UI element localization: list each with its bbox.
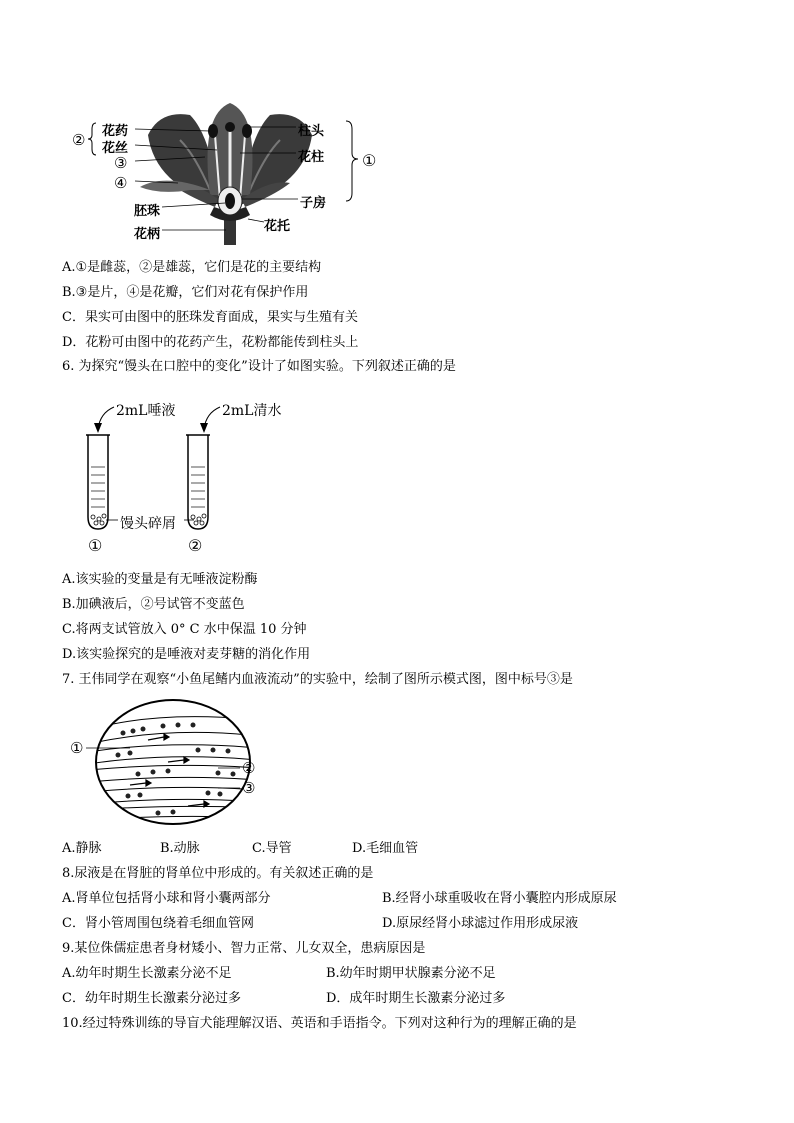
label-bread-crumbs: 馒头碎屑: [120, 516, 176, 532]
q7-option-a: A.静脉: [62, 841, 102, 856]
label-vessel-3: ③: [242, 779, 256, 797]
q6-option-c: C.将两支试管放入 0° C 水中保温 10 分钟: [62, 622, 307, 637]
label-ovary: 子房: [300, 196, 327, 211]
label-style: 花柱: [298, 150, 325, 165]
q8-option-b: B.经肾小球重吸收在肾小囊腔内形成原尿: [382, 891, 617, 906]
q5-option-a: A.①是雌蕊，②是雄蕊，它们是花的主要结构: [62, 260, 322, 275]
label-vessel-1: ①: [70, 739, 84, 757]
flower-diagram: [60, 95, 380, 245]
q5-option-c: C．果实可由图中的胚珠发育面成，果实与生殖有关: [62, 310, 358, 325]
label-tube-1: ①: [88, 536, 103, 555]
label-water: 2mL清水: [222, 403, 282, 419]
q5-option-b: B.③是片，④是花瓣，它们对花有保护作用: [62, 285, 309, 300]
q8-option-a: A.肾单位包括肾小球和肾小囊两部分: [62, 891, 271, 906]
q6-option-a: A.该实验的变量是有无唾液淀粉酶: [62, 572, 258, 587]
q9-stem: 9.某位侏儒症患者身材矮小、智力正常、儿女双全，患病原因是: [62, 941, 426, 956]
q8-option-d: D.原尿经肾小球滤过作用形成尿液: [382, 916, 579, 931]
q10-stem: 10.经过特殊训练的导盲犬能理解汉语、英语和手语指令。下列对这种行为的理解正确的是: [62, 1016, 577, 1031]
q7-option-b: B.动脉: [160, 841, 200, 856]
label-pedicel: 花柄: [134, 227, 161, 242]
label-circle-4: ④: [114, 174, 128, 192]
q5-option-d: D．花粉可由图中的花药产生，花粉都能传到柱头上: [62, 335, 359, 350]
label-anther: 花药: [102, 124, 129, 139]
q7-option-c: C.导管: [252, 841, 292, 856]
q8-stem: 8.尿液是在肾脏的肾单位中形成的。有关叙述正确的是: [62, 866, 374, 881]
label-receptacle: 花托: [264, 219, 291, 234]
label-filament: 花丝: [102, 141, 129, 156]
q9-option-a: A.幼年时期生长激素分泌不足: [62, 966, 232, 981]
q6-stem: 6. 为探究“馒头在口腔中的变化”设计了如图实验。下列叙述正确的是: [62, 359, 456, 374]
q7-option-d: D.毛细血管: [352, 841, 419, 856]
label-ovule: 胚珠: [134, 204, 161, 219]
q6-option-b: B.加碘液后，②号试管不变蓝色: [62, 597, 245, 612]
q9-option-d: D．成年时期生长激素分泌过多: [326, 991, 506, 1006]
q7-stem: 7. 王伟同学在观察“小鱼尾鳍内血液流动”的实验中，绘制了图所示模式图，图中标号③是: [62, 672, 573, 687]
q6-option-d: D.该实验探究的是唾液对麦芽糖的消化作用: [62, 647, 311, 662]
label-circle-3: ③: [114, 154, 128, 172]
q9-option-b: B.幼年时期甲状腺素分泌不足: [326, 966, 496, 981]
label-saliva: 2mL唾液: [116, 403, 176, 419]
fish-tail-blood-flow-diagram: [68, 700, 268, 830]
label-circle-1: ①: [362, 151, 377, 170]
q9-option-c: C．幼年时期生长激素分泌过多: [62, 991, 241, 1006]
label-circle-2: ②: [72, 131, 86, 149]
label-tube-2: ②: [188, 536, 203, 555]
q8-option-c: C．肾小管周围包绕着毛细血管网: [62, 916, 254, 931]
label-stigma: 柱头: [298, 124, 325, 139]
label-vessel-2: ②: [242, 759, 256, 777]
